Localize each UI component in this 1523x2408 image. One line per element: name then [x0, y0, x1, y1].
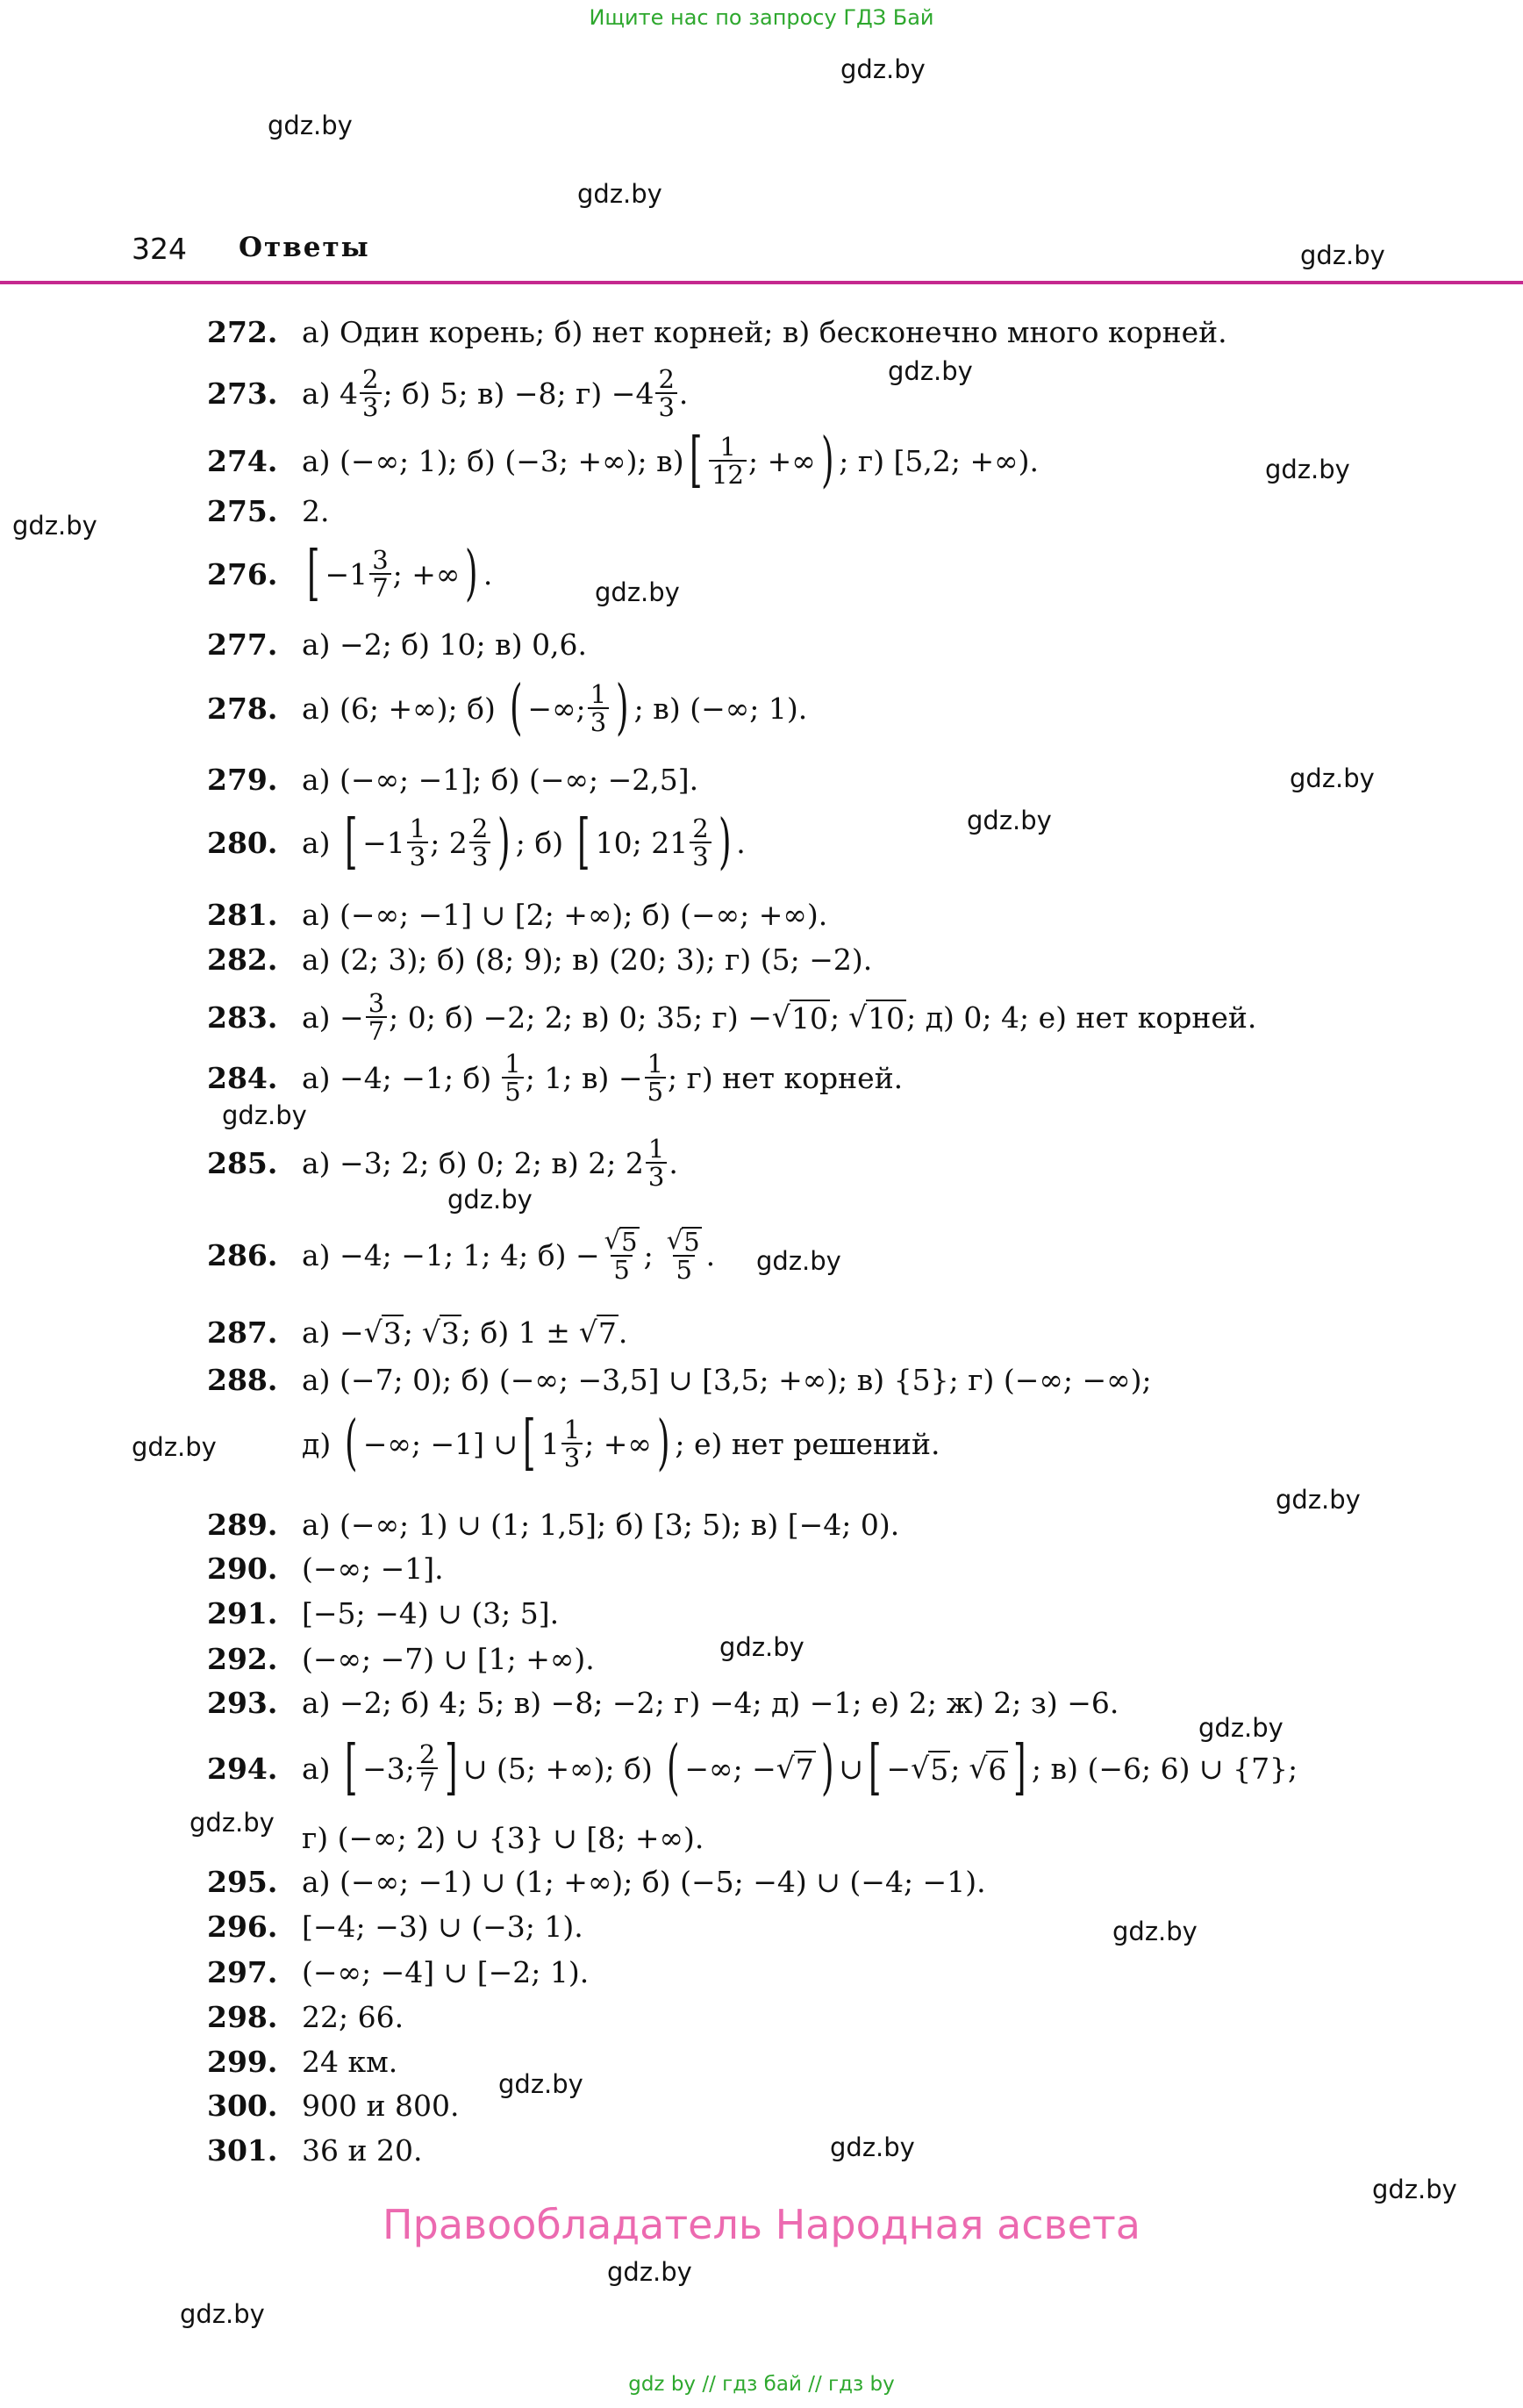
answer-number: 293. — [207, 1685, 278, 1720]
answer-text — [302, 1733, 1298, 1802]
answer-text: а) (−∞; 1) ∪ (1; 1,5]; б) [3; 5); в) [−4; 0). — [302, 1507, 900, 1542]
denominator: 7 — [417, 1767, 438, 1795]
text-part: а) (−∞; 1); б) (−3; +∞); в) — [302, 443, 684, 478]
answer-number: 283. — [207, 1000, 278, 1035]
fraction — [407, 815, 428, 871]
watermark: gdz.by — [756, 1246, 841, 1276]
radicand: 5 — [683, 1226, 700, 1257]
radicand: 7 — [795, 1752, 814, 1787]
numerator: 1 — [719, 431, 736, 462]
left-paren: ( — [345, 1408, 358, 1478]
right-paren: ) — [656, 1408, 670, 1478]
left-bracket: [ — [868, 1733, 882, 1802]
watermark: gdz.by — [447, 1185, 533, 1215]
watermark: gdz.by — [222, 1100, 307, 1130]
text-part: а) −4; −1; 1; 4; б) − — [302, 1237, 600, 1272]
answer-text: 900 и 800. — [302, 2088, 460, 2123]
answer-number: 284. — [207, 1060, 278, 1095]
answer-number: 300. — [207, 2088, 278, 2123]
fraction — [369, 544, 390, 603]
fraction — [709, 431, 747, 490]
square-root: √ 7 — [578, 1314, 617, 1351]
answer-text — [302, 1050, 903, 1106]
answer-number: 297. — [207, 1954, 278, 1989]
watermark: gdz.by — [967, 806, 1052, 835]
answer-number: 278. — [207, 691, 278, 726]
right-paren: ) — [820, 426, 834, 495]
left-bracket: [ — [344, 1733, 358, 1802]
fraction — [602, 1224, 642, 1285]
answer-number: 301. — [207, 2132, 278, 2168]
answer-number: 296. — [207, 1909, 278, 1944]
answer-text: а) −2; б) 10; в) 0,6. — [302, 627, 588, 662]
text-part: ; — [829, 1000, 840, 1035]
answer-280 — [207, 803, 746, 882]
numerator: 2 — [362, 363, 379, 394]
denominator: 12 — [709, 460, 747, 488]
answer-text: 2. — [302, 493, 330, 528]
left-bracket: [ — [306, 539, 320, 608]
text-part: ; — [403, 1315, 413, 1350]
numerator: 2 — [692, 813, 709, 843]
watermark: gdz.by — [607, 2257, 692, 2287]
answer-number: 289. — [207, 1507, 278, 1542]
answer-number: 279. — [207, 762, 278, 797]
text-part: а) −4; −1; б) — [302, 1060, 492, 1095]
page-title: Ответы — [239, 232, 370, 263]
text-part: ; б) 5; в) −8; г) −4 — [383, 376, 654, 411]
answer-288-continued — [302, 1404, 940, 1483]
numerator — [664, 1224, 704, 1257]
denominator: 7 — [369, 573, 390, 601]
answer-number: 275. — [207, 493, 278, 528]
watermark: gdz.by — [498, 2069, 583, 2099]
left-paren: ( — [666, 1733, 680, 1802]
text-part: −∞; − — [684, 1751, 776, 1786]
text-part: ; 2 — [430, 825, 468, 860]
answer-number: 277. — [207, 627, 278, 662]
answer-text: (−∞; −7) ∪ [1; +∞). — [302, 1641, 595, 1676]
answer-number: 292. — [207, 1641, 278, 1676]
radicand: 10 — [790, 1000, 828, 1036]
denominator: 5 — [673, 1255, 694, 1283]
denominator: 5 — [645, 1077, 666, 1105]
square-root: √ 7 — [776, 1750, 814, 1787]
watermark: gdz.by — [840, 54, 926, 84]
answer-number: 276. — [207, 556, 278, 591]
radicand: 3 — [440, 1315, 460, 1351]
denominator: 5 — [502, 1077, 523, 1105]
text-part: ; г) [5,2; +∞). — [839, 443, 1040, 478]
square-root: √ 6 — [969, 1750, 1007, 1787]
text-part: а) −3; 2; б) 0; 2; в) 2; 2 — [302, 1145, 644, 1180]
page-number: 324 — [132, 232, 187, 266]
watermark: gdz.by — [1112, 1917, 1198, 1946]
text-part: ; д) 0; 4; е) нет корней. — [906, 1000, 1257, 1035]
left-bracket: [ — [577, 807, 590, 877]
numerator: 2 — [418, 1738, 436, 1769]
denominator: 3 — [360, 392, 381, 420]
denominator: 7 — [366, 1016, 387, 1044]
answer-text — [302, 1224, 716, 1285]
text-part: а) (6; +∞); б) — [302, 691, 496, 726]
watermark: gdz.by — [268, 111, 353, 140]
watermark: gdz.by — [595, 577, 680, 607]
answer-276 — [207, 534, 492, 613]
top-banner[interactable]: Ищите нас по запросу ГДЗ Бай — [589, 5, 934, 30]
answer-text: г) (−∞; 2) ∪ {3} ∪ [8; +∞). — [302, 1820, 704, 1855]
watermark: gdz.by — [577, 179, 662, 209]
text-part: а) − — [302, 1315, 364, 1350]
text-part: ; — [950, 1751, 961, 1786]
square-root: √ 10 — [771, 999, 828, 1036]
answer-301 — [207, 2111, 422, 2189]
answer-text: (−∞; −1]. — [302, 1551, 444, 1586]
text-part: д) — [302, 1426, 332, 1461]
fraction — [646, 1133, 667, 1192]
right-paren: ) — [718, 807, 732, 877]
answer-text: [−5; −4) ∪ (3; 5]. — [302, 1595, 560, 1630]
answer-text: (−∞; −4] ∪ [−2; 1). — [302, 1954, 590, 1989]
answer-number: 299. — [207, 2044, 278, 2079]
answer-text — [302, 426, 1040, 495]
text-part: −∞; — [527, 691, 586, 726]
numerator: 3 — [372, 544, 389, 575]
square-root: √ 3 — [363, 1314, 402, 1351]
denominator: 3 — [646, 1162, 667, 1190]
denominator: 3 — [690, 842, 711, 870]
watermark: gdz.by — [1372, 2175, 1457, 2204]
numerator: 1 — [504, 1048, 521, 1079]
answer-number: 285. — [207, 1145, 278, 1180]
text-part: . — [669, 1145, 678, 1180]
radicand: 5 — [621, 1226, 638, 1257]
text-part: −1 — [325, 556, 368, 591]
answer-294 — [207, 1729, 1298, 1808]
fraction — [690, 815, 711, 871]
answer-text — [302, 539, 493, 608]
watermark: gdz.by — [1198, 1713, 1283, 1743]
watermark: gdz.by — [888, 356, 973, 386]
answer-number: 298. — [207, 1999, 278, 2034]
answer-number: 286. — [207, 1237, 278, 1272]
text-part: ; б) — [515, 825, 564, 860]
text-part: ; в) (−∞; 1). — [633, 691, 808, 726]
square-root: √ 5 — [666, 1224, 700, 1257]
text-part: 10; 21 — [595, 825, 689, 860]
answer-text: а) (−∞; −1] ∪ [2; +∞); б) (−∞; +∞). — [302, 897, 828, 932]
text-part: а) − — [302, 1000, 364, 1035]
fraction — [645, 1050, 666, 1106]
fraction — [655, 363, 676, 422]
answer-number: 273. — [207, 376, 278, 411]
text-part: −∞; −1] ∪ — [362, 1426, 518, 1461]
watermark: gdz.by — [1276, 1485, 1361, 1515]
text-part: а) — [302, 1751, 331, 1786]
watermark: gdz.by — [1290, 763, 1375, 793]
numerator: 1 — [409, 813, 426, 843]
radicand: 3 — [383, 1315, 402, 1351]
copyright-note: Правообладатель Народная асвета — [383, 2201, 1140, 2248]
answer-text — [302, 363, 689, 422]
answer-number: 274. — [207, 443, 278, 478]
fraction — [360, 363, 381, 422]
watermark: gdz.by — [180, 2299, 265, 2329]
answer-number: 272. — [207, 314, 278, 349]
text-part: −3; — [362, 1751, 415, 1786]
text-part: а) 4 — [302, 376, 359, 411]
right-paren: ) — [820, 1733, 834, 1802]
fraction — [588, 678, 609, 737]
text-part: ; — [643, 1237, 654, 1272]
text-part: ; +∞ — [748, 443, 816, 478]
right-paren: ) — [497, 807, 511, 877]
watermark: gdz.by — [830, 2132, 915, 2162]
text-part: а) — [302, 825, 331, 860]
answer-text — [302, 1408, 940, 1478]
answer-285 — [207, 1123, 678, 1202]
left-bracket: [ — [523, 1408, 536, 1478]
text-part: . — [618, 1315, 628, 1350]
square-root: √ 3 — [421, 1314, 460, 1351]
bottom-links[interactable]: gdz by // гдз бай // гдз by — [628, 2373, 895, 2396]
denominator: 3 — [655, 392, 676, 420]
numerator — [602, 1224, 642, 1257]
fraction — [561, 1416, 583, 1472]
text-part: ∪ — [839, 1751, 863, 1786]
answer-text — [302, 987, 1257, 1046]
radicand: 10 — [868, 1000, 905, 1036]
radicand: 5 — [930, 1752, 949, 1787]
text-part: . — [678, 376, 689, 411]
numerator: 2 — [658, 363, 675, 394]
text-part: . — [483, 556, 493, 591]
numerator: 2 — [471, 813, 489, 843]
square-root: √ 5 — [911, 1750, 949, 1787]
text-part: ; г) нет корней. — [668, 1060, 904, 1095]
answer-number: 282. — [207, 942, 278, 977]
text-part: ; 1; в) − — [525, 1060, 643, 1095]
watermark: gdz.by — [12, 511, 97, 541]
text-part: ; б) 1 ± — [461, 1315, 570, 1350]
denominator: 5 — [611, 1255, 632, 1283]
answer-text: а) −2; б) 4; 5; в) −8; −2; г) −4; д) −1; е) 2; ж) 2; з) −6. — [302, 1685, 1119, 1720]
answer-number: 281. — [207, 897, 278, 932]
right-bracket: ] — [445, 1733, 458, 1802]
numerator: 1 — [590, 678, 607, 709]
answer-number: 294. — [207, 1751, 278, 1786]
answer-text — [302, 807, 746, 877]
answer-number: 288. — [207, 1362, 278, 1397]
answer-number: 290. — [207, 1551, 278, 1586]
square-root: √ 10 — [848, 999, 905, 1036]
answer-286 — [207, 1215, 715, 1294]
denominator: 3 — [561, 1443, 583, 1471]
answer-284 — [207, 1038, 903, 1117]
denominator: 3 — [469, 842, 490, 870]
square-root: √ 5 — [604, 1224, 638, 1257]
right-paren: ) — [616, 673, 629, 742]
answer-text: а) (2; 3); б) (8; 9); в) (20; 3); г) (5; −2). — [302, 942, 873, 977]
fraction — [366, 987, 387, 1046]
fraction — [469, 815, 490, 871]
fraction — [502, 1050, 523, 1106]
answer-text: а) (−∞; −1]; б) (−∞; −2,5]. — [302, 762, 699, 797]
text-part: ; в) (−6; 6) ∪ {7}; — [1031, 1751, 1298, 1786]
text-part: ; 0; б) −2; 2; в) 0; 35; г) − — [389, 1000, 772, 1035]
answer-number: 295. — [207, 1864, 278, 1899]
answer-text: а) Один корень; б) нет корней; в) бесконечно много корней. — [302, 314, 1227, 349]
fraction — [417, 1738, 438, 1797]
answer-text: [−4; −3) ∪ (−3; 1). — [302, 1909, 583, 1944]
text-part: ; е) нет решений. — [675, 1426, 940, 1461]
denominator: 3 — [588, 707, 609, 735]
watermark: gdz.by — [719, 1632, 804, 1662]
numerator: 1 — [563, 1414, 581, 1444]
text-part: 1 — [540, 1426, 560, 1461]
numerator: 1 — [647, 1133, 665, 1164]
answer-text: 22; 66. — [302, 1999, 404, 2034]
left-bracket: [ — [689, 426, 703, 495]
watermark: gdz.by — [132, 1432, 217, 1462]
text-part: . — [705, 1237, 716, 1272]
watermark: gdz.by — [189, 1808, 275, 1838]
right-paren: ) — [465, 539, 478, 608]
answer-text — [302, 1133, 678, 1192]
left-paren: ( — [509, 673, 523, 742]
text-part: . — [736, 825, 746, 860]
answer-text: 24 км. — [302, 2044, 398, 2079]
watermark: gdz.by — [1300, 240, 1385, 270]
fraction — [664, 1224, 704, 1285]
text-part: −1 — [362, 825, 405, 860]
watermark: gdz.by — [1265, 455, 1350, 484]
answer-number: 287. — [207, 1315, 278, 1350]
text-part: ∪ (5; +∞); б) — [462, 1751, 653, 1786]
right-bracket: ] — [1013, 1733, 1026, 1802]
answer-text: а) (−∞; −1) ∪ (1; +∞); б) (−5; −4) ∪ (−4; −1). — [302, 1864, 986, 1899]
denominator: 3 — [407, 842, 428, 870]
text-part: − — [886, 1751, 912, 1786]
numerator: 1 — [647, 1048, 664, 1079]
answer-text — [302, 673, 808, 742]
answer-number: 291. — [207, 1595, 278, 1630]
answer-number: 280. — [207, 825, 278, 860]
answer-278 — [207, 669, 807, 748]
text-part: ; +∞ — [392, 556, 461, 591]
answer-text: 36 и 20. — [302, 2132, 423, 2168]
radicand: 6 — [988, 1752, 1007, 1787]
answer-text: а) (−7; 0); б) (−∞; −3,5] ∪ [3,5; +∞); в) {5}; г) (−∞; −∞); — [302, 1362, 1152, 1397]
answer-274 — [207, 421, 1039, 500]
text-part: ; +∞ — [584, 1426, 652, 1461]
numerator: 3 — [368, 987, 385, 1018]
left-bracket: [ — [344, 807, 358, 877]
radicand: 7 — [597, 1315, 617, 1351]
